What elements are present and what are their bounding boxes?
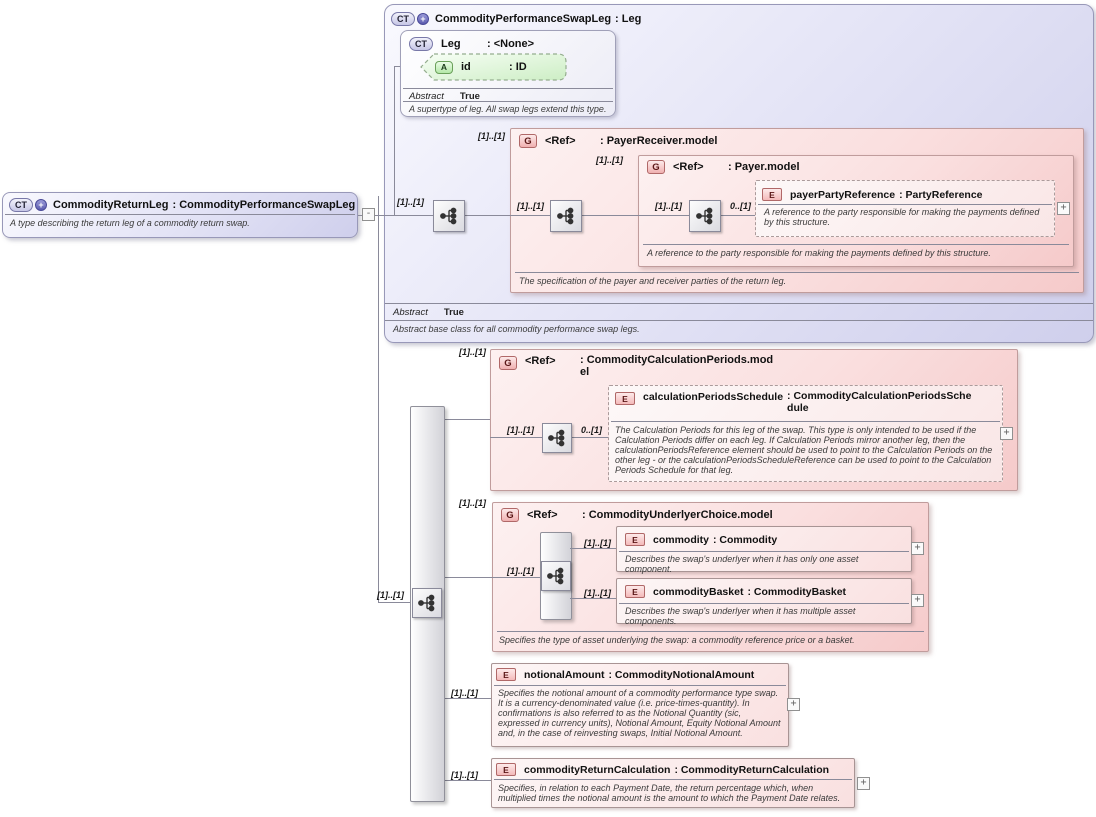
connector-line (580, 215, 638, 216)
cardinality-label: [1]..[1] (596, 155, 623, 165)
basetype-leg-box[interactable] (400, 30, 616, 117)
cardinality-label: [1]..[1] (397, 197, 424, 207)
complextype-icon: CT (391, 12, 415, 26)
element-name: commodityBasket (653, 585, 744, 598)
cardinality-label: 0..[1] (581, 425, 603, 435)
attribute-type: : ID (509, 61, 527, 73)
expand-toggle[interactable]: + (911, 594, 924, 607)
cardinality-label: [1]..[1] (507, 566, 534, 576)
connector-line (492, 577, 540, 578)
cardinality-label: [1]..[1] (459, 347, 486, 357)
element-name: commodity (653, 533, 710, 546)
divider (494, 685, 786, 686)
group-name: <Ref> (673, 161, 704, 173)
type-description: A supertype of leg. All swap legs extend this type. (409, 104, 607, 114)
element-calculationperiodsschedule-box[interactable] (608, 385, 1003, 482)
cardinality-label: [1]..[1] (451, 688, 478, 698)
element-description: Describes the swap's underlyer when it has only one asset component. (625, 554, 859, 574)
element-name: notionalAmount (524, 668, 605, 681)
cardinality-label: [1]..[1] (584, 538, 611, 548)
abstract-row: Abstract True (409, 91, 480, 102)
connector-line (570, 548, 616, 549)
element-icon: E (615, 392, 635, 405)
group-icon: G (647, 160, 665, 174)
divider (403, 101, 613, 102)
group-description: Specifies the type of asset underlying the swap: a commodity reference price or a basket. (499, 635, 855, 645)
divider (385, 320, 1093, 321)
sequence-icon (412, 588, 442, 618)
cardinality-label: [1]..[1] (459, 498, 486, 508)
divider (643, 244, 1069, 245)
element-icon: E (762, 188, 782, 201)
sequence-icon (541, 561, 571, 591)
connector-line (570, 437, 608, 438)
cardinality-label: [1]..[1] (377, 590, 404, 600)
group-name: <Ref> (525, 355, 556, 367)
collapse-toggle[interactable]: - (362, 208, 375, 221)
element-type: : CommodityNotionalAmount (608, 668, 755, 681)
group-icon: G (501, 508, 519, 522)
group-name: <Ref> (545, 135, 576, 147)
expand-toggle[interactable]: + (1000, 427, 1013, 440)
element-description: Specifies, in relation to each Payment Date, the return percentage which, when multiplied times the notional amount is the amount to which the Payment Date relates. (498, 783, 841, 803)
group-icon: G (499, 356, 517, 370)
sequence-icon (542, 423, 572, 453)
divider (5, 214, 355, 215)
element-commoditybasket-box[interactable] (616, 578, 912, 624)
group-type: : Payer.model (728, 161, 800, 173)
sequence-icon (550, 200, 582, 232)
cardinality-label: [1]..[1] (507, 425, 534, 435)
connector-line (394, 66, 395, 215)
connector-line (570, 598, 616, 599)
attribute-icon: A (435, 61, 453, 74)
element-type: : PartyReference (899, 188, 983, 201)
group-name: <Ref> (527, 509, 558, 521)
cardinality-label: 0..[1] (730, 201, 752, 211)
cardinality-label: [1]..[1] (517, 201, 544, 211)
element-type: : CommodityCalculationPeriodsSchedule (787, 390, 972, 414)
divider (758, 204, 1052, 205)
sequence-icon (689, 200, 721, 232)
complextype-icon: CT (409, 37, 433, 51)
element-payerpartyreference-box[interactable] (755, 180, 1055, 237)
element-description: The Calculation Periods for this leg of the swap. This type is only intended to be used if the Calculation Periods differ on each leg. If Calculation Periods mirror another leg, then the calculationPeriodsReference element should be used to point to the Calculation Periods on the other leg - or the calculationPeriodsScheduleReference can be used to point to the Calculation Periods Schedule for that leg. (615, 425, 993, 475)
group-type: : PayerReceiver.model (600, 135, 718, 147)
plus-circle-icon: + (417, 13, 429, 25)
divider (385, 303, 1093, 304)
connector-trunk-line (378, 196, 379, 602)
complextype-icon: CT (9, 198, 33, 212)
base-type: : <None> (487, 38, 535, 50)
connector-line (490, 437, 542, 438)
element-name: payerPartyReference (790, 188, 896, 201)
element-description: Specifies the notional amount of a commodity performance type swap. It is a currency-denominated value (i.e. price-times-quantity). In confirmations is also referred to as the Notional Quantity (sic, expressed in currency units), Notional Amount, Equity Notional Amount and, in the case of reinvesting swaps, Initial Notional Amount. (498, 688, 781, 738)
attribute-name: id (461, 61, 471, 73)
expand-toggle[interactable]: + (787, 698, 800, 711)
plus-circle-icon: + (35, 199, 47, 211)
cardinality-label: [1]..[1] (451, 770, 478, 780)
base-type: : CommodityPerformanceSwapLeg (172, 199, 356, 211)
expand-toggle[interactable]: + (911, 542, 924, 555)
connector-line (510, 215, 550, 216)
cardinality-label: [1]..[1] (655, 201, 682, 211)
divider (494, 779, 852, 780)
group-type: : CommodityUnderlyerChoice.model (582, 509, 773, 521)
expand-toggle[interactable]: + (1057, 202, 1070, 215)
abstract-row: Abstract True (393, 307, 464, 318)
connector-line (463, 215, 510, 216)
connector-line (443, 780, 491, 781)
divider (497, 631, 924, 632)
type-name: Leg (441, 38, 461, 50)
divider (403, 88, 613, 89)
element-notionalamount-box[interactable] (491, 663, 789, 747)
attribute-id-box[interactable] (419, 53, 569, 81)
cardinality-label: [1]..[1] (478, 131, 505, 141)
divider (619, 551, 909, 552)
base-type: : Leg (615, 13, 642, 25)
type-description: A type describing the return leg of a commodity return swap. (10, 218, 250, 228)
element-type: : CommodityReturnCalculation (674, 763, 830, 776)
element-icon: E (625, 585, 645, 598)
group-icon: G (519, 134, 537, 148)
divider (611, 421, 1000, 422)
element-commodityreturncalculation-box[interactable] (491, 758, 855, 808)
sequence-icon (433, 200, 465, 232)
group-description: The specification of the payer and receiver parties of the return leg. (519, 276, 787, 286)
type-name: CommodityReturnLeg (53, 199, 169, 211)
type-name: CommodityPerformanceSwapLeg (435, 13, 612, 25)
group-description: A reference to the party responsible for making the payments defined by this structure. (647, 248, 991, 258)
element-type: : CommodityBasket (747, 585, 847, 598)
cardinality-label: [1]..[1] (584, 588, 611, 598)
element-icon: E (496, 763, 516, 776)
connector-line (443, 698, 491, 699)
element-icon: E (496, 668, 516, 681)
element-description: A reference to the party responsible for making the payments defined by this structure. (764, 207, 1040, 227)
connector-line (378, 215, 433, 216)
element-description: Describes the swap's underlyer when it has multiple asset components. (625, 606, 856, 626)
element-name: commodityReturnCalculation (524, 763, 671, 776)
element-name: calculationPeriodsSchedule (643, 391, 784, 403)
connector-line (443, 577, 492, 578)
element-commodity-box[interactable] (616, 526, 912, 572)
expand-toggle[interactable]: + (857, 777, 870, 790)
complextype-commodityreturnleg-box[interactable] (2, 192, 358, 238)
connector-line (638, 215, 689, 216)
divider (619, 603, 909, 604)
element-type: : Commodity (713, 533, 778, 546)
connector-line (443, 419, 490, 420)
group-type: : CommodityCalculationPeriods.model (580, 354, 774, 378)
divider (515, 272, 1079, 273)
connector-line (378, 602, 412, 603)
element-icon: E (625, 533, 645, 546)
type-description: Abstract base class for all commodity performance swap legs. (393, 324, 640, 334)
connector-line (719, 215, 755, 216)
